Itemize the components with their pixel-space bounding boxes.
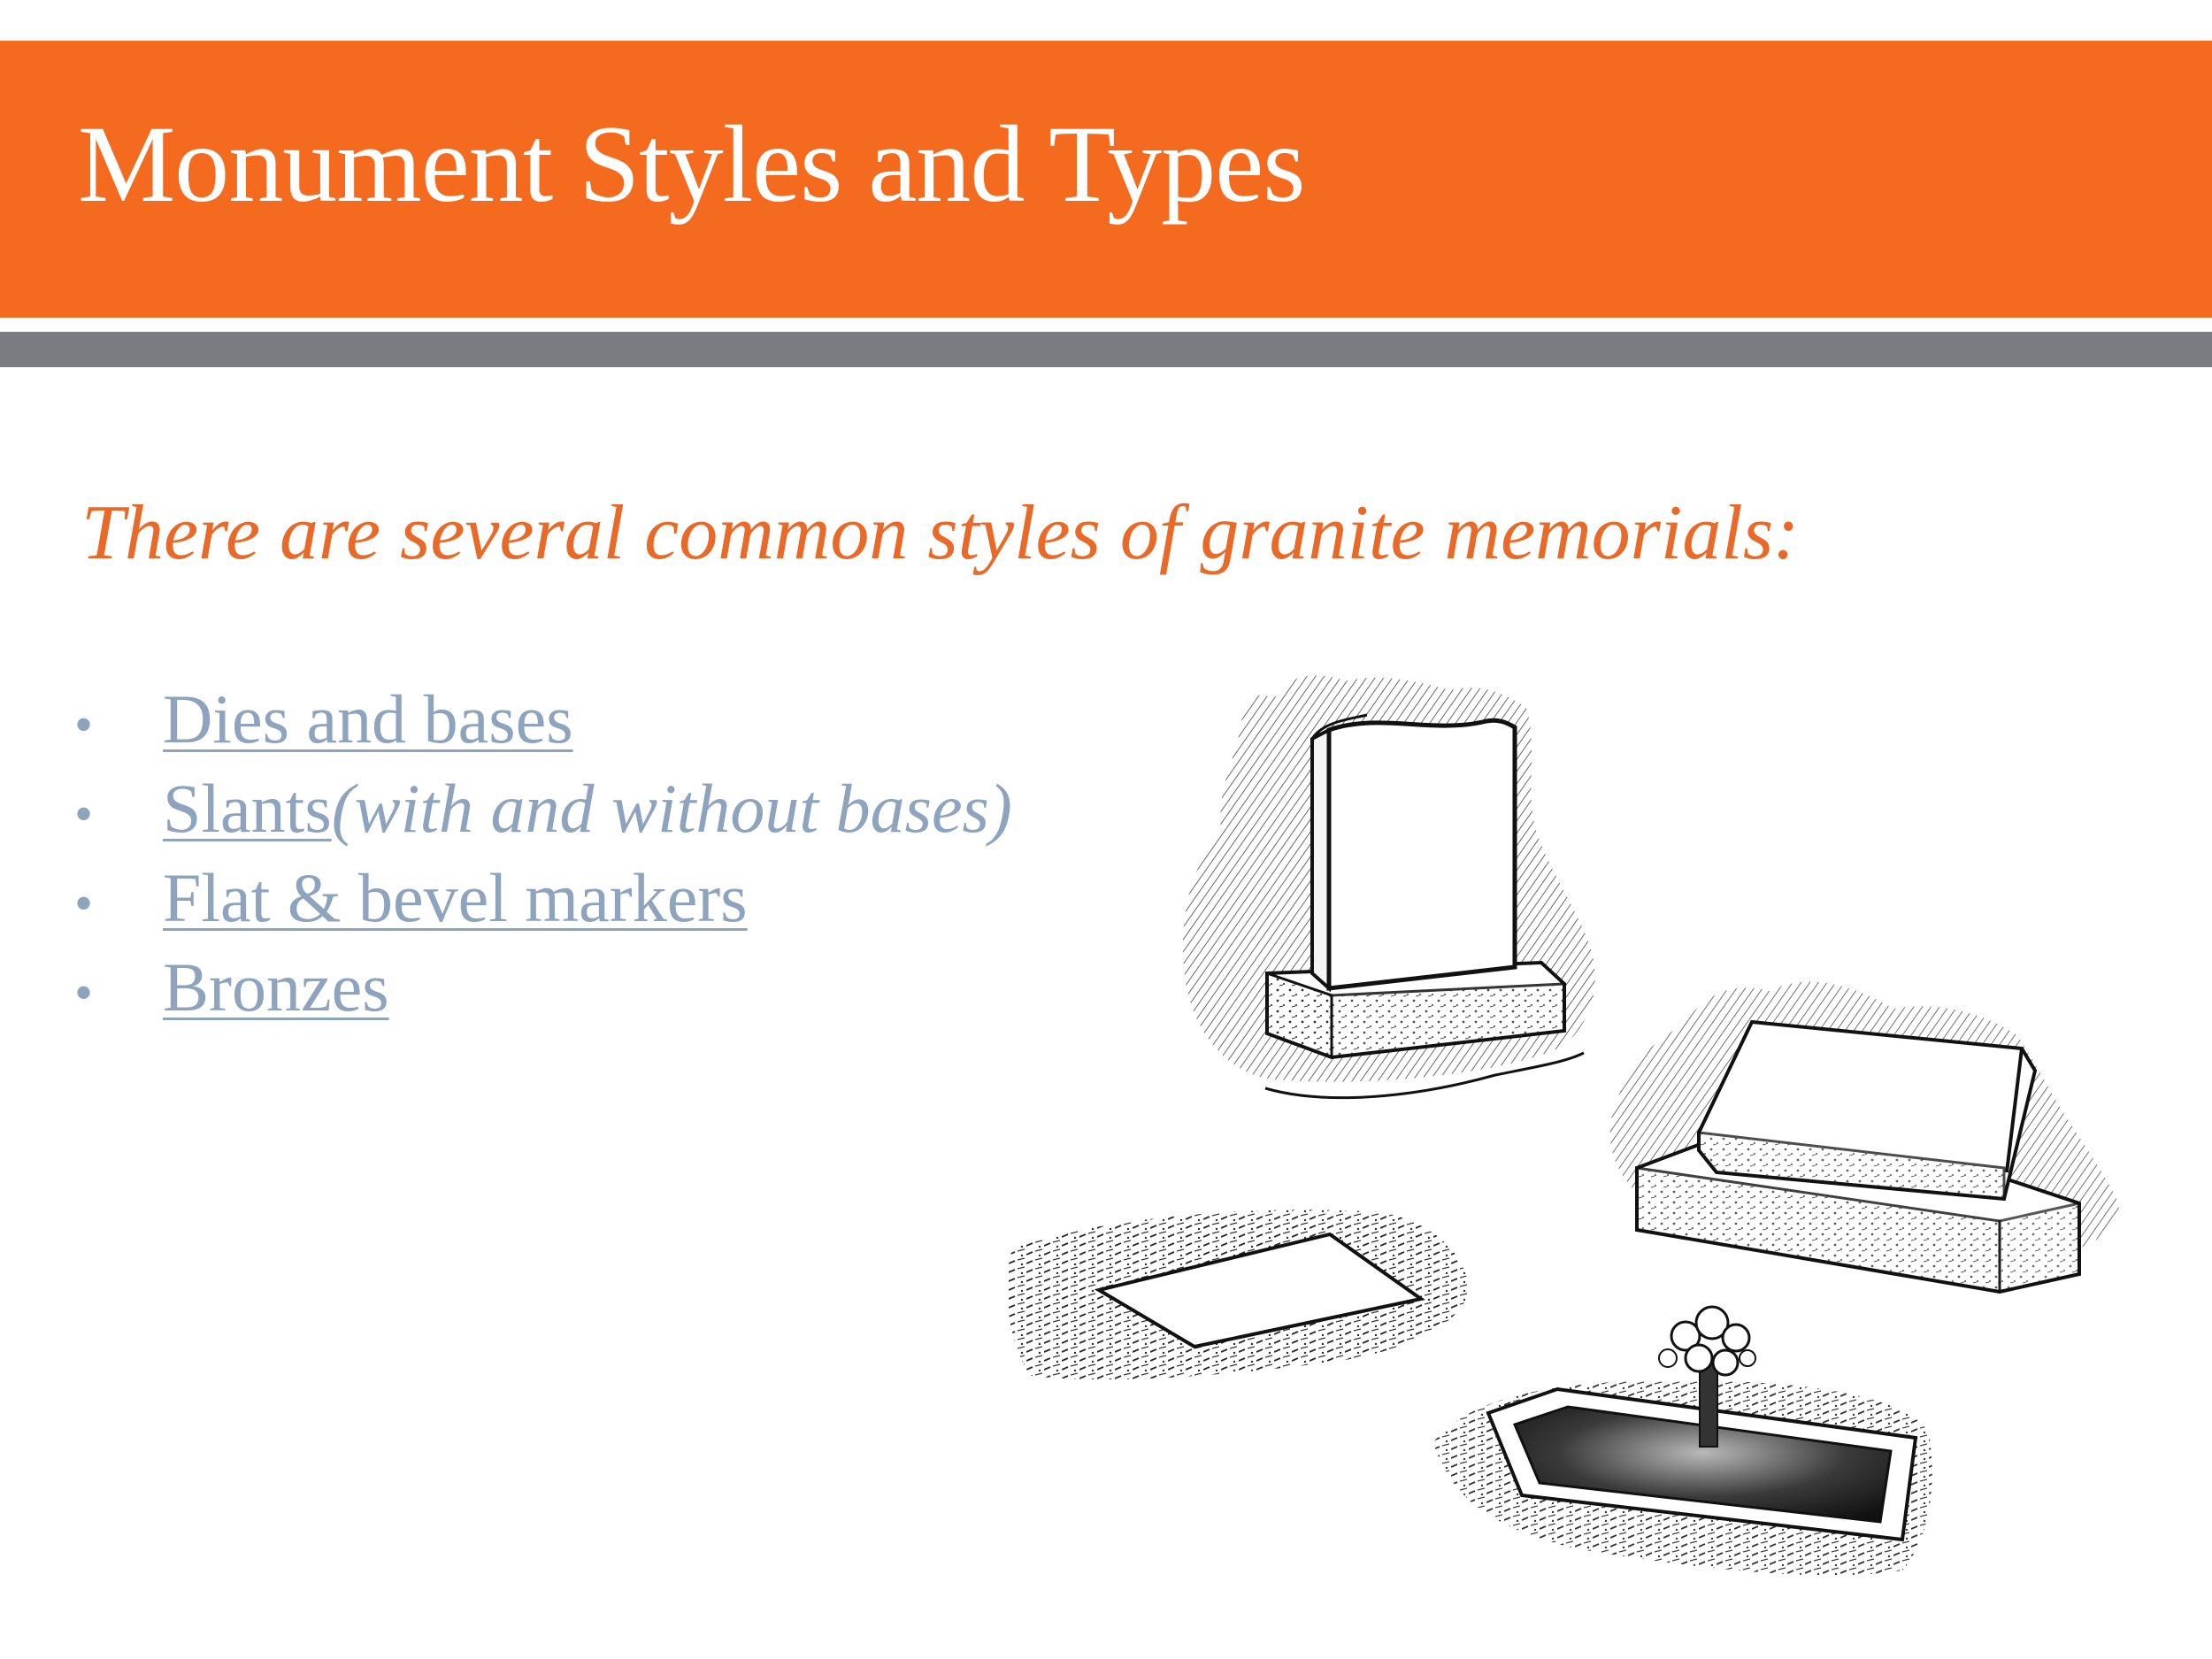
- slants-link[interactable]: Slants: [163, 770, 332, 847]
- bullet-icon: •: [74, 695, 94, 754]
- flat-marker-icon: [1007, 1210, 1469, 1379]
- bronzes-link[interactable]: Bronzes: [163, 949, 389, 1025]
- bullet-icon: •: [74, 785, 94, 843]
- bullet-icon: •: [74, 964, 94, 1022]
- upright-headstone-icon: [1183, 675, 1595, 1097]
- flower-bouquet-icon: [1659, 1307, 1755, 1375]
- slide-title: Monument Styles and Types: [78, 104, 1305, 225]
- bronze-marker-icon: [1433, 1307, 1932, 1575]
- slide-subtitle: There are several common styles of granite memorials:: [81, 490, 1800, 576]
- bullet-icon: •: [74, 874, 94, 933]
- slant-headstone-icon: [1610, 982, 2119, 1292]
- dies-and-bases-link[interactable]: Dies and bases: [163, 680, 573, 757]
- flat-bevel-markers-link[interactable]: Flat & bevel markers: [163, 859, 748, 936]
- slants-note: (with and without bases): [331, 770, 1012, 847]
